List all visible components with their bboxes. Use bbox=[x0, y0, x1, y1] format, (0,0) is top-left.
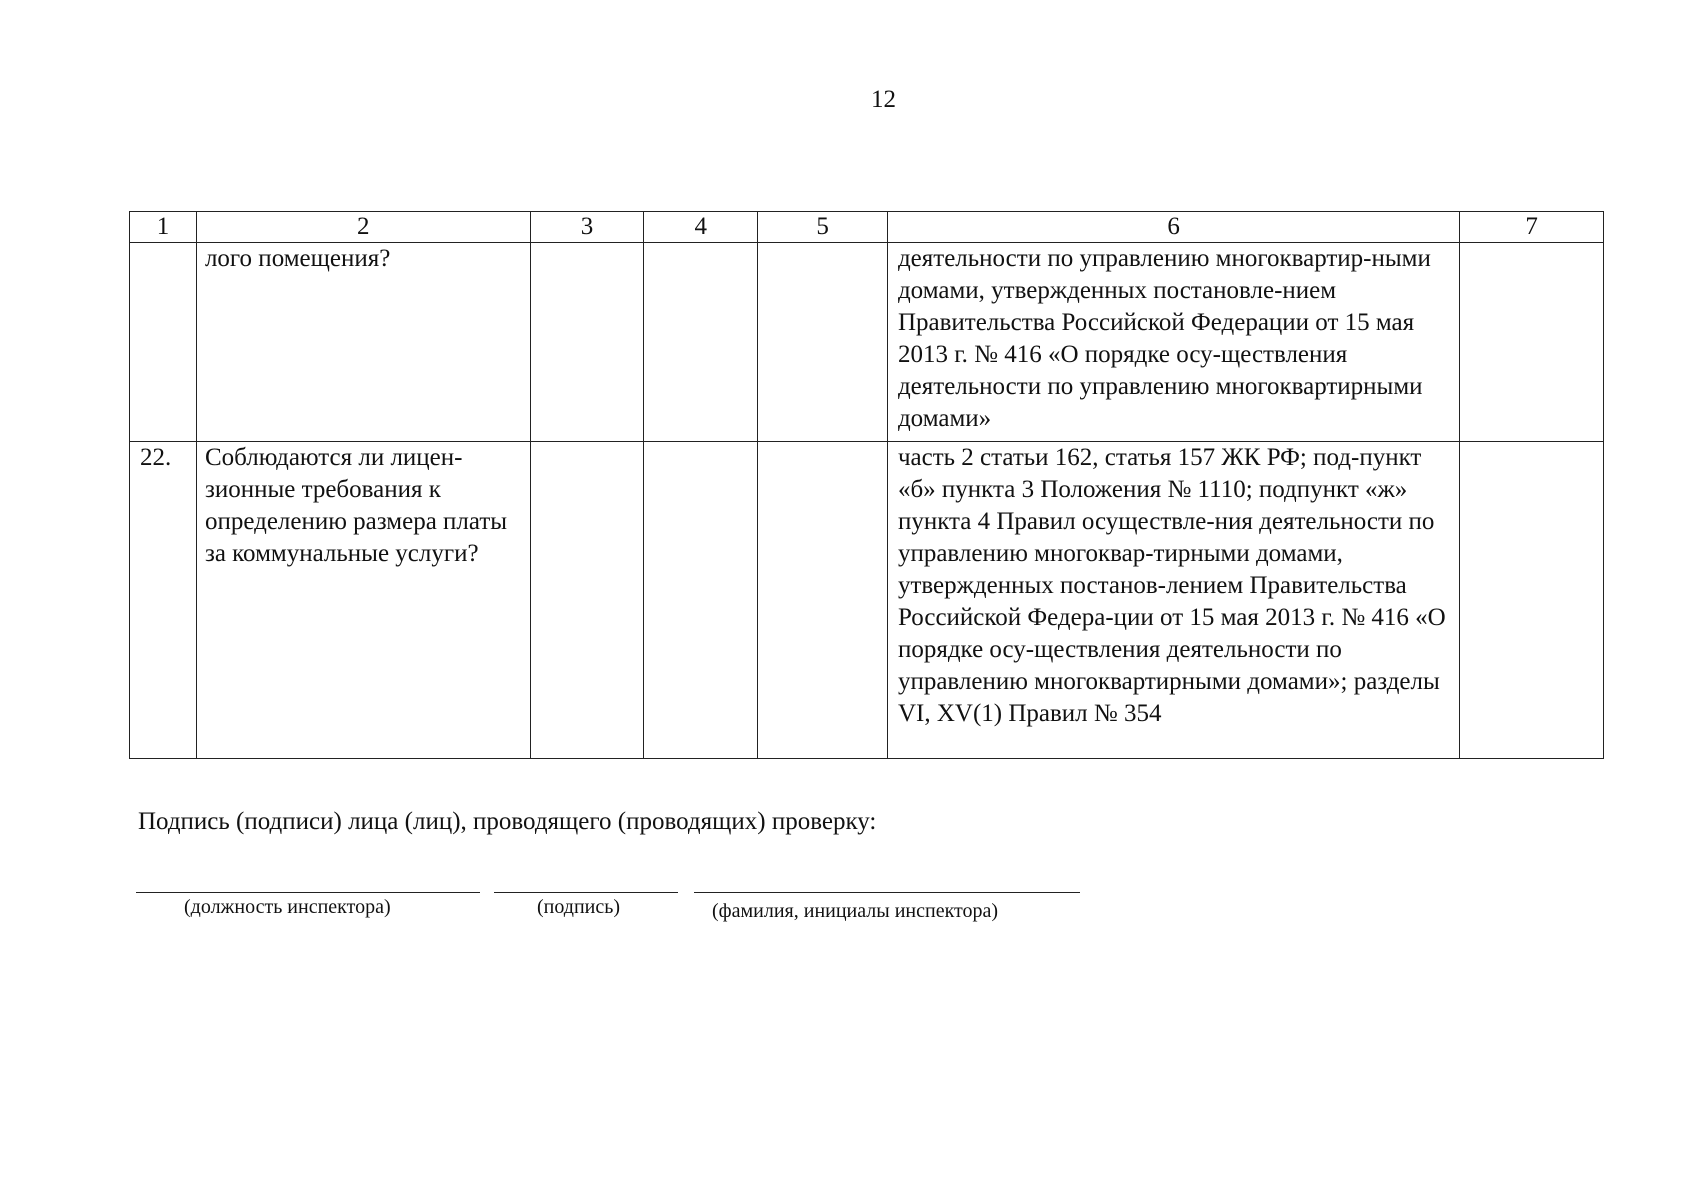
checklist-table bbox=[129, 211, 1604, 759]
column-number: 2 bbox=[196, 212, 530, 243]
sign-signature-line bbox=[494, 892, 678, 893]
column-number: 3 bbox=[530, 212, 644, 243]
signature-caption: Подпись (подписи) лица (лиц), проводящего (проводящих) проверку: bbox=[138, 808, 877, 835]
legal-reference-cell: часть 2 статьи 162, статья 157 ЖК РФ; под-пункт «б» пункта 3 Положения № 1110; подпункт «ж» пункта 4 Правил осуществле-ния деятельности по управлению многоквар-тирными домами, утвержденных постанов-лением Правительства Российской Федера-ции от 15 мая 2013 г. № 416 «О порядке осу-ществления деятельности по управлению многоквартирными домами»; разделы VI, XV(1) Правил № 354 bbox=[887, 442, 1459, 759]
position-label: (должность инспектора) bbox=[184, 896, 391, 918]
name-signature-line bbox=[694, 892, 1080, 893]
empty-cell bbox=[1460, 243, 1604, 442]
name-label: (фамилия, инициалы инспектора) bbox=[712, 900, 999, 922]
column-number: 4 bbox=[644, 212, 758, 243]
empty-cell bbox=[644, 442, 758, 759]
empty-cell bbox=[1460, 442, 1604, 759]
column-number: 7 bbox=[1460, 212, 1604, 243]
table-row bbox=[130, 442, 1604, 759]
empty-cell bbox=[644, 243, 758, 442]
empty-cell bbox=[758, 243, 888, 442]
empty-cell bbox=[758, 442, 888, 759]
row-number bbox=[130, 243, 197, 442]
sign-label: (подпись) bbox=[537, 896, 621, 918]
page-number: 12 bbox=[871, 86, 896, 113]
question-cell: Соблюдаются ли лицен-зионные требования к определению размера платы за коммунальные услуги? bbox=[196, 442, 530, 759]
legal-reference-cell: деятельности по управлению многоквартир-ными домами, утвержденных постановле-нием Правительства Российской Федерации от 15 мая 2013 г. № 416 «О порядке осу-ществления деятельности по управлению многоквартирными домами» bbox=[887, 243, 1459, 442]
empty-cell bbox=[530, 442, 644, 759]
column-number: 1 bbox=[130, 212, 197, 243]
column-number-row bbox=[130, 212, 1604, 243]
table-row bbox=[130, 243, 1604, 442]
position-signature-line bbox=[136, 892, 480, 893]
column-number: 5 bbox=[758, 212, 888, 243]
row-number: 22. bbox=[130, 442, 197, 759]
empty-cell bbox=[530, 243, 644, 442]
question-cell: лого помещения? bbox=[196, 243, 530, 442]
column-number: 6 bbox=[887, 212, 1459, 243]
